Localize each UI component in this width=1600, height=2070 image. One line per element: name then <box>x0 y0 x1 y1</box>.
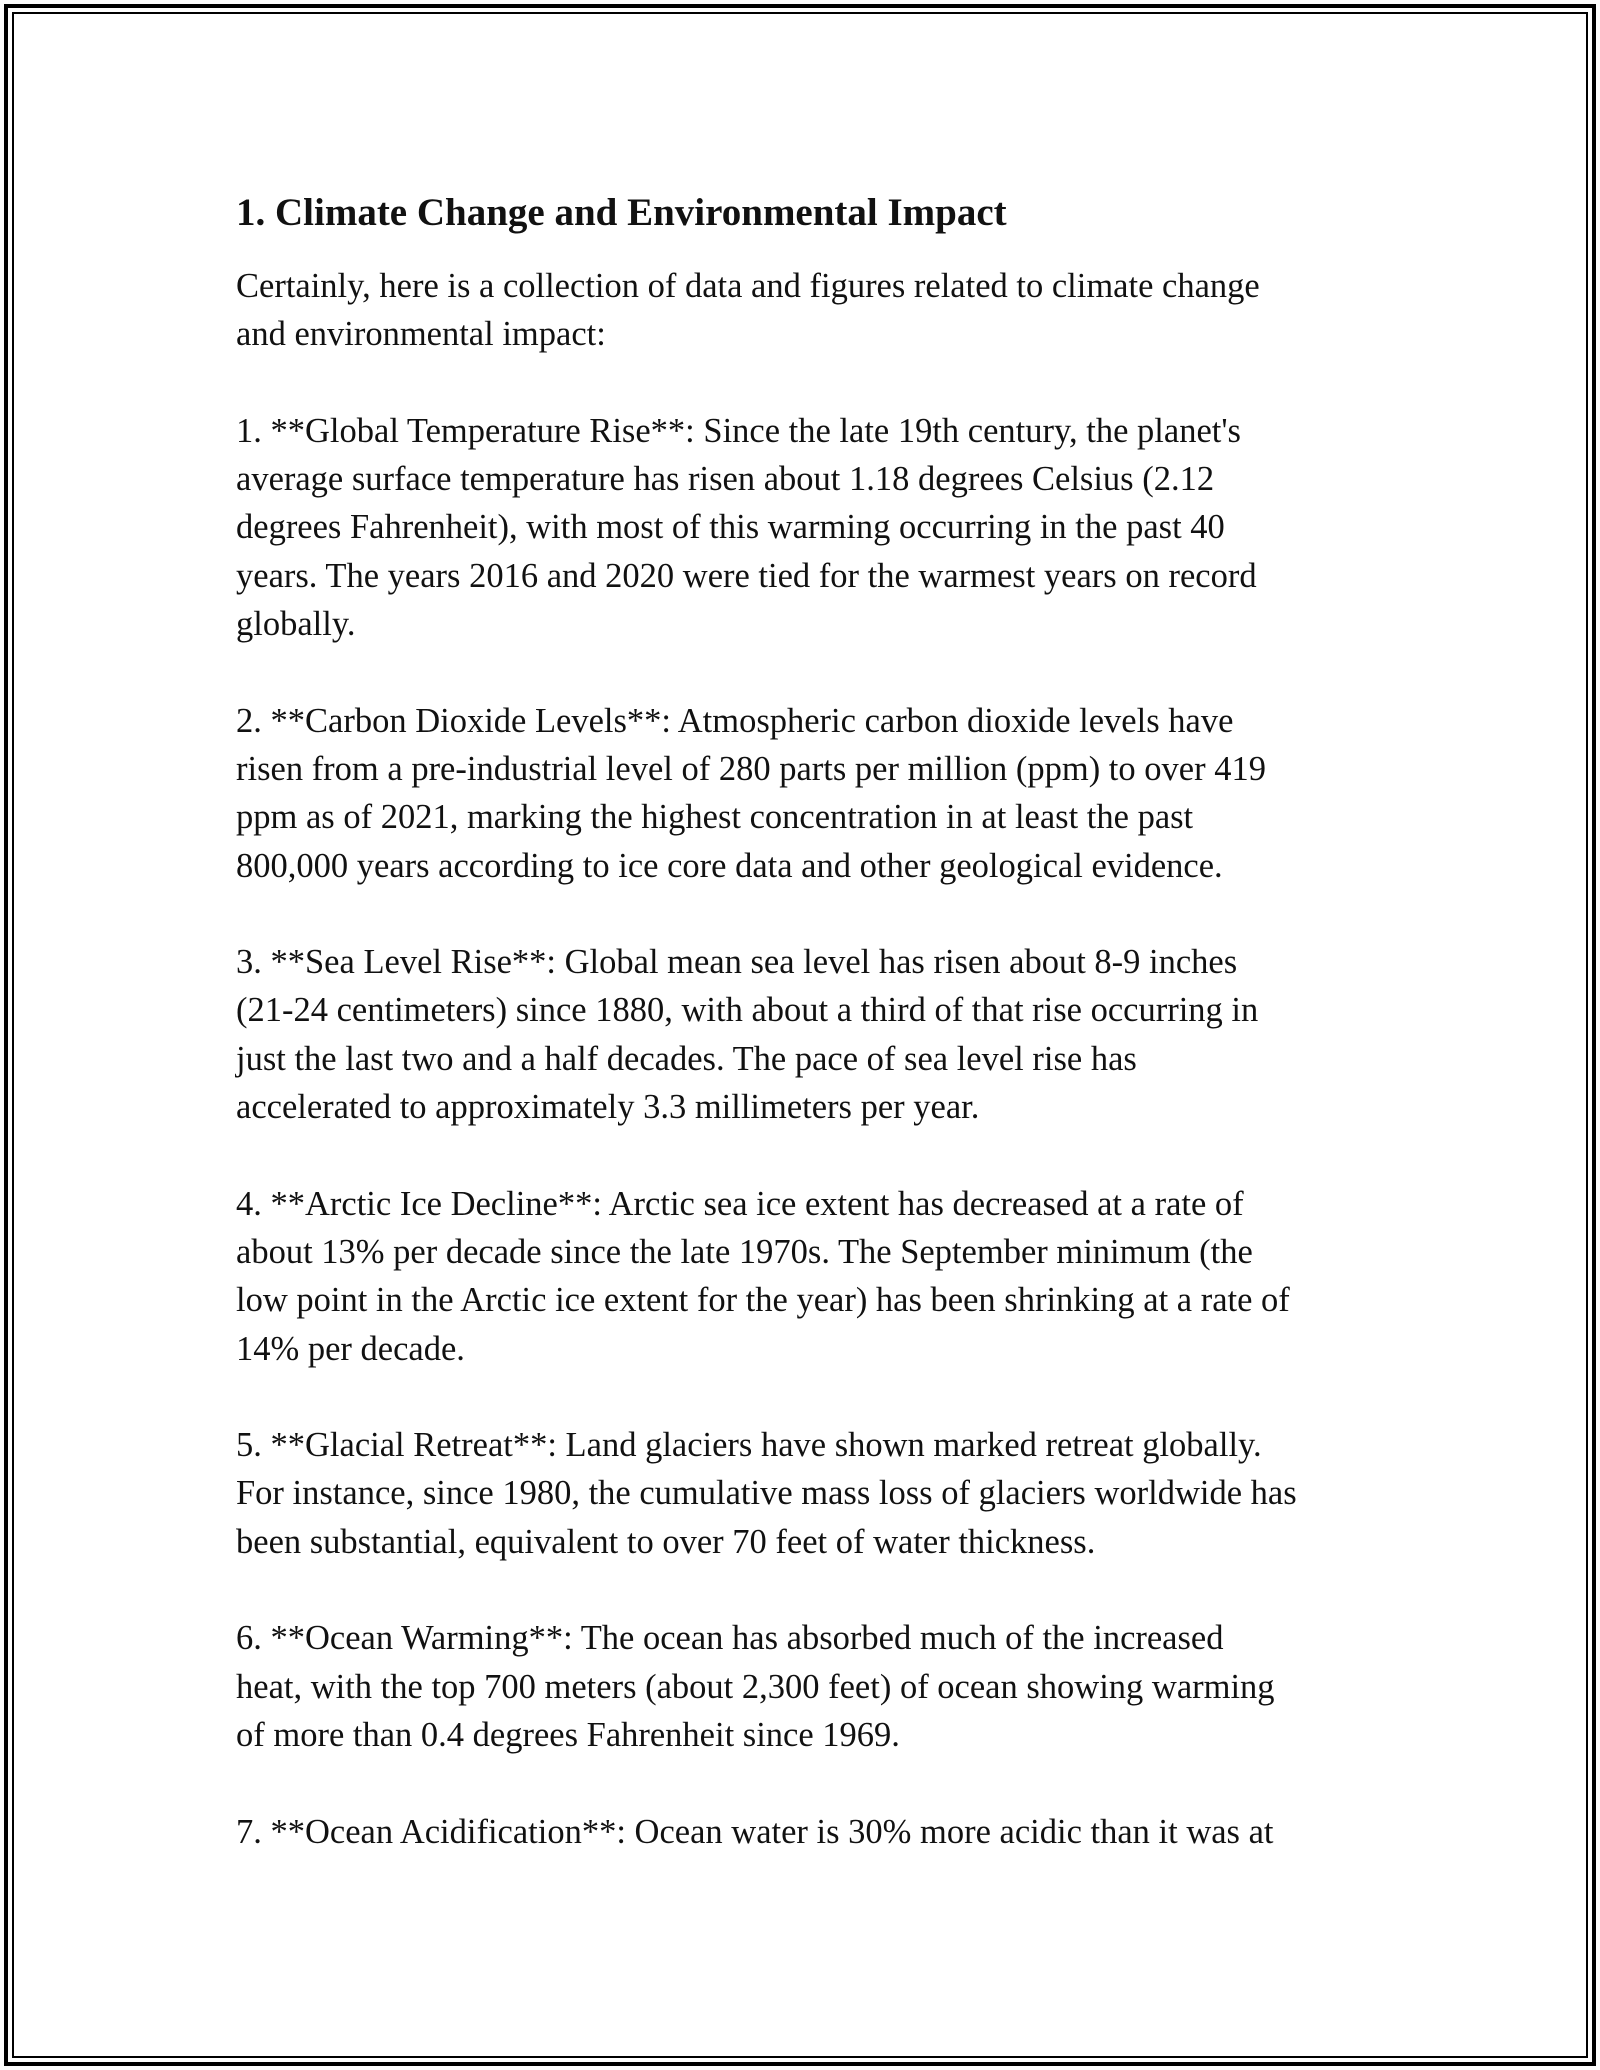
list-item-sea-level-rise: 3. **Sea Level Rise**: Global mean sea level has risen about 8-9 inches (21-24 centimeters) since 1880, with about a third of that rise occurring in just the last two and a half decades. The pace of sea level rise has accelerated to approximately 3.3 millimeters per year. <box>236 943 1259 1127</box>
list-item-glacial-retreat: 5. **Glacial Retreat**: Land glaciers have shown marked retreat globally. For instance, since 1980, the cumulative mass loss of glaciers worldwide has been substantial, equivalent to over 70 feet of water thickness. <box>236 1426 1297 1561</box>
list-item-ocean-warming: 6. **Ocean Warming**: The ocean has absorbed much of the increased heat, with the top 700 meters (about 2,300 feet) of ocean showing warming of more than 0.4 degrees Fahrenheit since 1969. <box>236 1619 1275 1754</box>
list-item-global-temperature-rise: 1. **Global Temperature Rise**: Since the late 19th century, the planet's average surface temperature has risen about 1.18 degrees Celsius (2.12 degrees Fahrenheit), with most of this warming occurring in the past 40 years. The years 2016 and 2020 were tied for the warmest years on record globally. <box>236 411 1257 644</box>
list-item-ocean-acidification: 7. **Ocean Acidification**: Ocean water is 30% more acidic than it was at <box>236 1812 1274 1851</box>
document-body <box>236 188 1376 1856</box>
intro-paragraph: Certainly, here is a collection of data and figures related to climate change and environmental impact: <box>236 267 1260 354</box>
list-item-carbon-dioxide-levels: 2. **Carbon Dioxide Levels**: Atmospheric carbon dioxide levels have risen from a pre-industrial level of 280 parts per million (ppm) to over 419 ppm as of 2021, marking the highest concentration in at least the past 800,000 years according to ice core data and other geological evidence. <box>236 701 1266 885</box>
document-title: 1. Climate Change and Environmental Impact <box>236 191 1007 234</box>
list-item-arctic-ice-decline: 4. **Arctic Ice Decline**: Arctic sea ice extent has decreased at a rate of about 13% per decade since the late 1970s. The September minimum (the low point in the Arctic ice extent for the year) has been shrinking at a rate of 14% per decade. <box>236 1184 1290 1368</box>
